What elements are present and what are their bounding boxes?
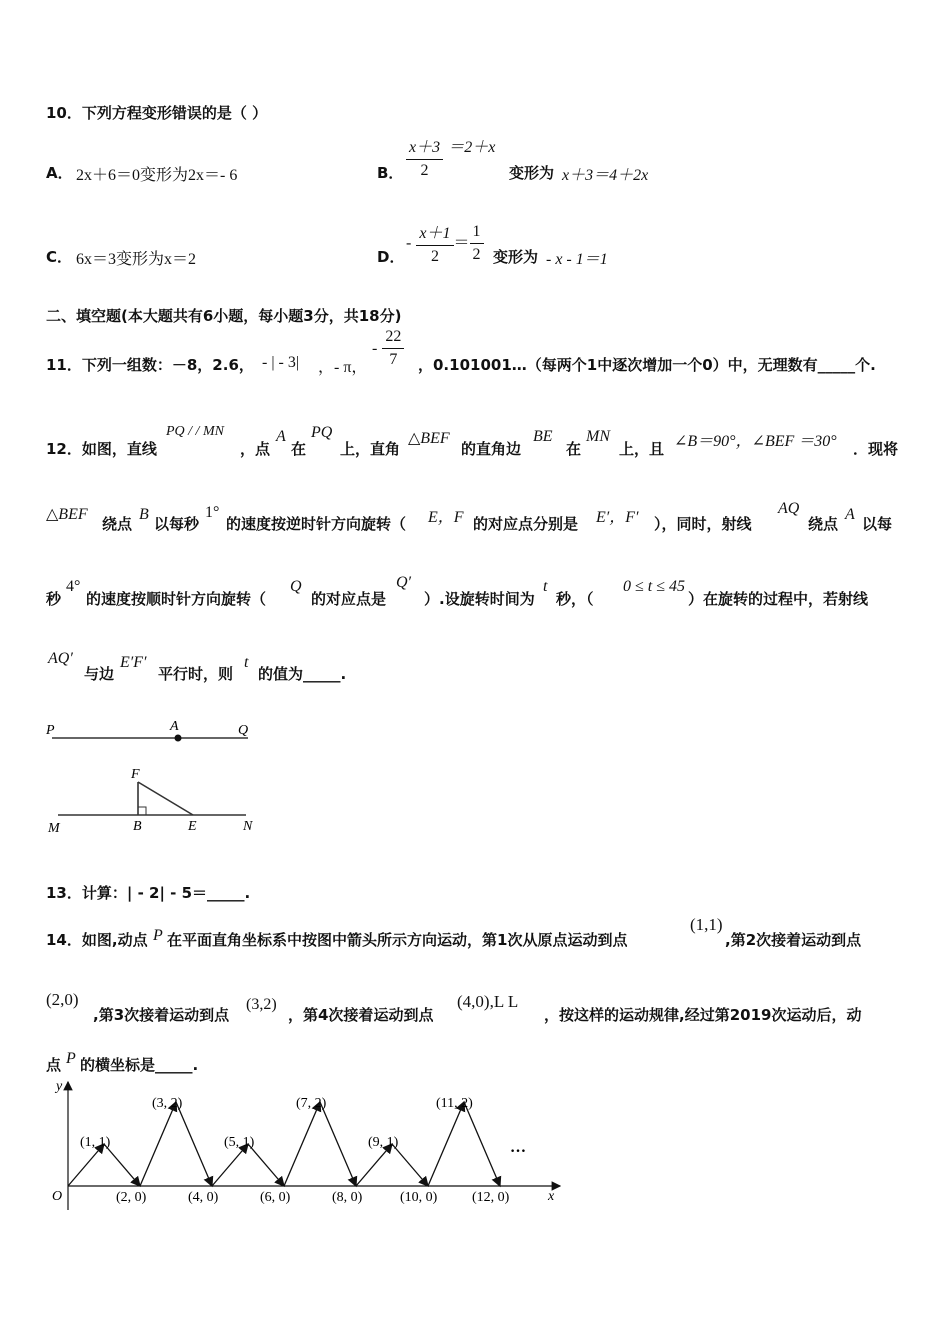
q12-math: E′，F′: [596, 509, 639, 526]
q12-text: 以每秒: [154, 515, 200, 533]
q12-math: Q: [290, 578, 302, 595]
point-label: (9, 1): [368, 1135, 399, 1150]
q12-math: E，F: [428, 509, 464, 526]
q12-math: AQ: [778, 500, 800, 517]
q12-math: B: [139, 506, 149, 523]
point-label: (4, 0): [188, 1190, 219, 1205]
q10-option-a-label: A．: [46, 164, 73, 182]
q10-option-d-label: D．: [377, 248, 405, 266]
q12-math: AQ′: [48, 650, 73, 667]
motion-segment: [428, 1102, 464, 1186]
q14-text: ，第4次接着运动到点: [288, 1006, 434, 1024]
q12-math: A: [276, 428, 286, 445]
q12-math: Q′: [396, 574, 412, 591]
q10-option-b-label: B．: [377, 164, 404, 182]
q12-math: 4°: [66, 578, 81, 595]
q14-math: P: [153, 927, 163, 944]
q12-math: 1°: [205, 504, 220, 521]
q10-option-a-expr: 2x＋6＝0变形为2x＝- 6: [76, 167, 238, 184]
q12-text: 在: [566, 440, 582, 458]
motion-segment: [320, 1102, 356, 1186]
q14-text: 14．如图,动点: [46, 931, 148, 949]
q10-option-b-result: x＋3＝4＋2x: [562, 167, 649, 184]
q12-math: △BEF: [46, 506, 88, 523]
q12-text: 的对应点分别是: [473, 515, 579, 533]
motion-segment: [284, 1102, 320, 1186]
q12-math: ∠B＝90°，∠BEF ＝30°: [674, 433, 837, 450]
q12-math: t: [543, 578, 548, 595]
q12-text: 平行时，则: [158, 665, 234, 683]
q12-text: 秒: [46, 590, 62, 608]
q12-text: 的值为_____.: [258, 665, 347, 683]
q10-title: 10．下列方程变形错误的是（ ）: [46, 104, 268, 122]
q14-text: ,第3次接着运动到点: [93, 1006, 230, 1024]
q14-text: 在平面直角坐标系中按图中箭头所示方向运动，第1次从原点运动到点: [167, 931, 628, 949]
point-label: (2, 0): [116, 1190, 147, 1205]
q12-text: 与边: [84, 665, 115, 683]
motion-segment: [140, 1102, 176, 1186]
q11-pi: ，- π，: [318, 359, 368, 376]
q12-text: ）.设旋转时间为: [424, 590, 535, 608]
motion-path: [68, 1102, 500, 1186]
motion-segment: [212, 1144, 248, 1186]
q10-option-d-text: 变形为: [493, 248, 539, 266]
q14-math: (2,0): [46, 990, 79, 1009]
q12-text: 在: [291, 440, 307, 458]
point-label-f: F: [131, 767, 140, 782]
q14-math: (3,2): [246, 996, 277, 1013]
q12-math: PQ / / MN: [166, 424, 224, 439]
motion-segment: [68, 1144, 104, 1186]
point-label-m: M: [48, 821, 60, 836]
y-axis-label: y: [56, 1079, 63, 1094]
q14-math: P: [66, 1050, 76, 1067]
q12-text: ），同时，射线: [654, 515, 752, 533]
q11-prefix: 11．下列一组数：－8，2.6，: [46, 356, 254, 374]
point-label: (12, 0): [472, 1190, 510, 1205]
motion-segment: [176, 1102, 212, 1186]
q12-text: ．现将: [853, 440, 899, 458]
q12-text: 上，直角: [340, 440, 401, 458]
point-label-p: P: [46, 723, 55, 738]
motion-segment: [356, 1144, 392, 1186]
point-label: (1, 1): [80, 1135, 111, 1150]
q14-math: (1,1): [690, 915, 723, 934]
q10-option-c-expr: 6x＝3变形为x＝2: [76, 251, 197, 268]
q12-text: 的速度按顺时针方向旋转（: [86, 590, 267, 608]
motion-segment: [464, 1102, 500, 1186]
q12-text: 的直角边: [461, 440, 522, 458]
q10-option-d-result: - x - 1＝1: [546, 251, 608, 268]
point-label: (5, 1): [224, 1135, 255, 1150]
q14-coordinate-figure: [40, 1076, 570, 1212]
point-label: (10, 0): [400, 1190, 438, 1205]
point-label-n: N: [243, 819, 253, 834]
point-label: (6, 0): [260, 1190, 291, 1205]
q12-text: 绕点: [102, 515, 133, 533]
fraction: $\frac{x+3}{2}$: [406, 134, 443, 180]
q12-geometry-figure: [40, 712, 270, 838]
q14-text: ,第2次接着运动到点: [725, 931, 862, 949]
q12-line1-text: 12．如图，直线: [46, 440, 157, 458]
q13-text: 13．计算：| - 2| - 5＝_____.: [46, 884, 251, 902]
fraction: $\frac{x+1}{2}$: [416, 220, 453, 266]
q12-text: 以每: [862, 515, 893, 533]
q12-math: 0 ≤ t ≤ 45: [623, 578, 686, 595]
q14-math: (4,0),L L: [457, 992, 519, 1011]
motion-segment: [248, 1144, 284, 1186]
point-label: (3, 2): [152, 1096, 183, 1111]
q12-math: t: [244, 654, 249, 671]
q12-text: 上，且: [619, 440, 665, 458]
point-label-a: A: [170, 719, 179, 734]
ellipsis: …: [510, 1139, 526, 1156]
q11-abs: - | - 3|: [262, 354, 300, 371]
q12-math: △BEF: [408, 430, 450, 447]
q10-option-d-expr: - $\frac{x+1}{2}$ ＝ $\frac{1}{2}$: [406, 220, 484, 266]
q12-math: BE: [533, 428, 553, 445]
q12-math: PQ: [311, 424, 333, 441]
point-label: (7, 2): [296, 1096, 327, 1111]
q12-text: 的速度按逆时针方向旋转（: [226, 515, 407, 533]
q11-suffix: ，0.101001…（每两个1中逐次增加一个0）中，无理数有_____个.: [418, 356, 876, 374]
q14-text: ，按这样的运动规律,经过第2019次运动后，动: [544, 1006, 862, 1024]
point-label: (11, 2): [436, 1096, 473, 1111]
q12-text: 的对应点是: [311, 590, 387, 608]
fraction: $\frac{1}{2}$: [470, 223, 484, 264]
motion-segment: [392, 1144, 428, 1186]
q14-text: 点: [46, 1056, 62, 1074]
q12-math: MN: [586, 428, 610, 445]
point-label: (8, 0): [332, 1190, 363, 1205]
point-label-b: B: [133, 819, 142, 834]
q10-option-b-expr: $\frac{x+3}{2}$ ＝2＋x: [406, 134, 495, 180]
q12-text: 绕点: [808, 515, 839, 533]
point-label-q: Q: [238, 723, 249, 738]
q12-math: A: [845, 506, 855, 523]
motion-segment: [104, 1144, 140, 1186]
x-axis-label: x: [548, 1189, 555, 1204]
origin-label: O: [52, 1189, 63, 1204]
q12-math: E′F′: [120, 654, 147, 671]
q12-text: ，点: [240, 440, 271, 458]
q10-option-c-label: C．: [46, 248, 73, 266]
q10-option-b-text: 变形为: [509, 164, 555, 182]
q14-text: 的横坐标是_____.: [80, 1056, 199, 1074]
section-title: 二、填空题(本大题共有6小题，每小题3分，共18分): [46, 307, 402, 325]
point-label-e: E: [188, 819, 197, 834]
q12-text: ）在旋转的过程中，若射线: [688, 590, 869, 608]
q11-fraction: - $\frac{22}{7}$: [372, 328, 404, 369]
q12-text: 秒，（: [556, 590, 594, 608]
